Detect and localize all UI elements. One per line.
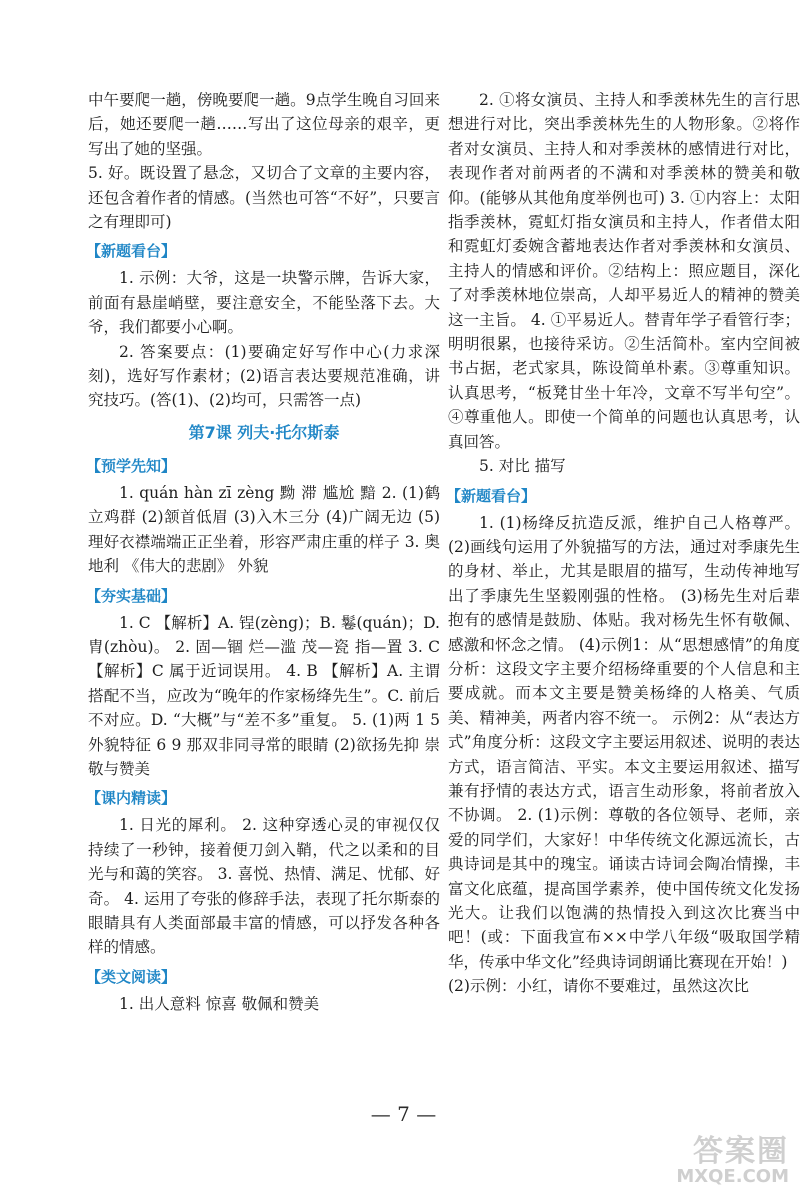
page-number-value: 7	[397, 1102, 410, 1126]
page-number: — 7 —	[370, 1102, 437, 1126]
section-header-preview: 【预学先知】	[86, 456, 177, 475]
right-column	[448, 88, 800, 999]
left-paragraph-2: 5. 好。既设置了悬念，又切合了文章的主要内容，还包含着作者的情感。(当然也可答“不好”，只要言之有理即可)	[88, 164, 440, 232]
section-header-close-reading: 【课内精读】	[86, 789, 177, 808]
right-paragraph-3: 1. (1)杨绛反抗造反派，维护自己人格尊严。 (2)画线句运用了外貌描写的方法，通过对季康先生的身材、举止，尤其是眼眉的描写，生动传神地写出了季康先生坚毅刚强的性格。 (3)杨先生对后辈抱有的感情是鼓励、体贴。我对杨先生怀有敬佩、感激和怀念之情。 (4)示例1：从“思想感情”的角度分析：这段文字主要介绍杨绛重要的个人信息和主要成就。而本文主要是赞美杨绛的人格美、气质美、精神美，两者内容不统一。 示例2：从“表达方式”角度分析：这段文字主要运用叙述、说明的表达方式，语言简洁、平实。本文主要运用叙述、描写兼有抒情的表达方式，语言生动形象，将前者放入不协调。 2. (1)示例：尊敬的各位领导、老师，亲爱的同学们，大家好！中华传统文化源远流长，古典诗词是其中的瑰宝。诵读古诗词会陶冶情操，丰富文化底蕴，提高国学素养，使中国传统文化发扬光大。让我们以饱满的热情投入到这次比赛当中吧！(或：下面我宣布××中学八年级“吸取国学精华，传承中华文化”经典诗词朗诵比赛现在开始！)	[448, 513, 800, 971]
left-paragraph-3: 1. 示例：大爷，这是一块警示牌，告诉大家，前面有悬崖峭壁，要注意安全，不能坠落下去。大爷，我们都要小心啊。	[88, 269, 440, 337]
right-paragraph-2: 5. 对比 描写	[479, 457, 566, 476]
left-paragraph-5: 1. quán hàn zī zèng 黝 滞 尴尬 黯 2. (1)鹤立鸡群 (2)颔首低眉 (3)入木三分 (4)广阔无边 (5)理好衣襟端端正正坐着，形容严肃庄重的样子 3. 奥地利 《伟大的悲剧》 外貌	[88, 483, 440, 576]
left-paragraph-7: 1. 日光的犀利。 2. 这种穿透心灵的审视仅仅持续了一秒钟，接着便刀剑入鞘，代之以柔和的目光与和蔼的笑容。 3. 喜悦、热情、满足、忧郁、好奇。 4. 运用了夸张的修辞手法，表现了托尔斯泰的眼睛具有人类面部最丰富的情感，可以抒发各种各样的情感。	[88, 816, 440, 957]
section-header-basics: 【夯实基础】	[86, 586, 177, 605]
left-paragraph-4: 2. 答案要点：(1)要确定好写作中心(力求深刻)，选好写作素材；(2)语言表达要规范准确，讲究技巧。(答(1)、(2)均可，只需答一点)	[88, 342, 440, 410]
lesson-title: 第7课 列夫·托尔斯泰	[188, 422, 340, 442]
watermark-main: 答案圈	[693, 1134, 789, 1169]
left-paragraph-6: 1. C 【解析】A. 锃(zèng)；B. 鬈(quán)；D. 胄(zhòu)。 2. 固—锢 烂—滥 茂—瓷 指—置 3. C 【解析】C 属于近词误用。 4. B 【解析】A. 主谓搭配不当，应改为“晚年的作家杨绛先生”。C. 前后不对应。D. “大概”与“差不多”重复。 5. (1)两 1 5 外貌特征 6 9 那双非同寻常的眼睛 (2)欲扬先抑 崇敬与赞美	[88, 613, 440, 778]
left-paragraph-8: 1. 出人意料 惊喜 敬佩和赞美	[119, 994, 320, 1013]
section-header-new-questions: 【新题看台】	[86, 242, 177, 261]
right-paragraph-4: (2)示例：小红，请你不要难过，虽然这次比	[448, 977, 749, 996]
watermark-logo	[639, 1126, 789, 1194]
left-paragraph-1: 中午要爬一趟，傍晚要爬一趟。9点学生晚自习回来后，她还要爬一趟……写出了这位母亲的艰辛，更写出了她的坚强。	[88, 91, 440, 158]
watermark-url: MXQE.COM	[676, 1166, 789, 1187]
left-column	[88, 88, 440, 1016]
section-header-similar-reading: 【类文阅读】	[86, 967, 177, 986]
right-paragraph-1: 2. ①将女演员、主持人和季羡林先生的言行思想进行对比，突出季羡林先生的人物形象。②将作者对女演员、主持人和对季羡林的感情进行对比，表现作者对前两者的不满和对季羡林的赞美和敬仰。(能够从其他角度举例也可) 3. ①内容上：太阳指季羡林，霓虹灯指女演员和主持人，作者借太阳和霓虹灯委婉含蓄地表达作者对季羡林和女演员、主持人的情感和评价。②结构上：照应题目，深化了对季羡林地位崇高，人却平易近人的精神的赞美这一主旨。 4. ①平易近人。替青年学子看管行李；明明很累，也接待采访。②生活简朴。室内空间被书占据，老式家具，陈设简单朴素。③尊重知识。认真思考，“板凳甘坐十年冷，文章不写半句空”。④尊重他人。即使一个简单的问题也认真思考，认真回答。	[448, 91, 800, 451]
section-header-new-questions-2: 【新题看台】	[446, 486, 537, 505]
